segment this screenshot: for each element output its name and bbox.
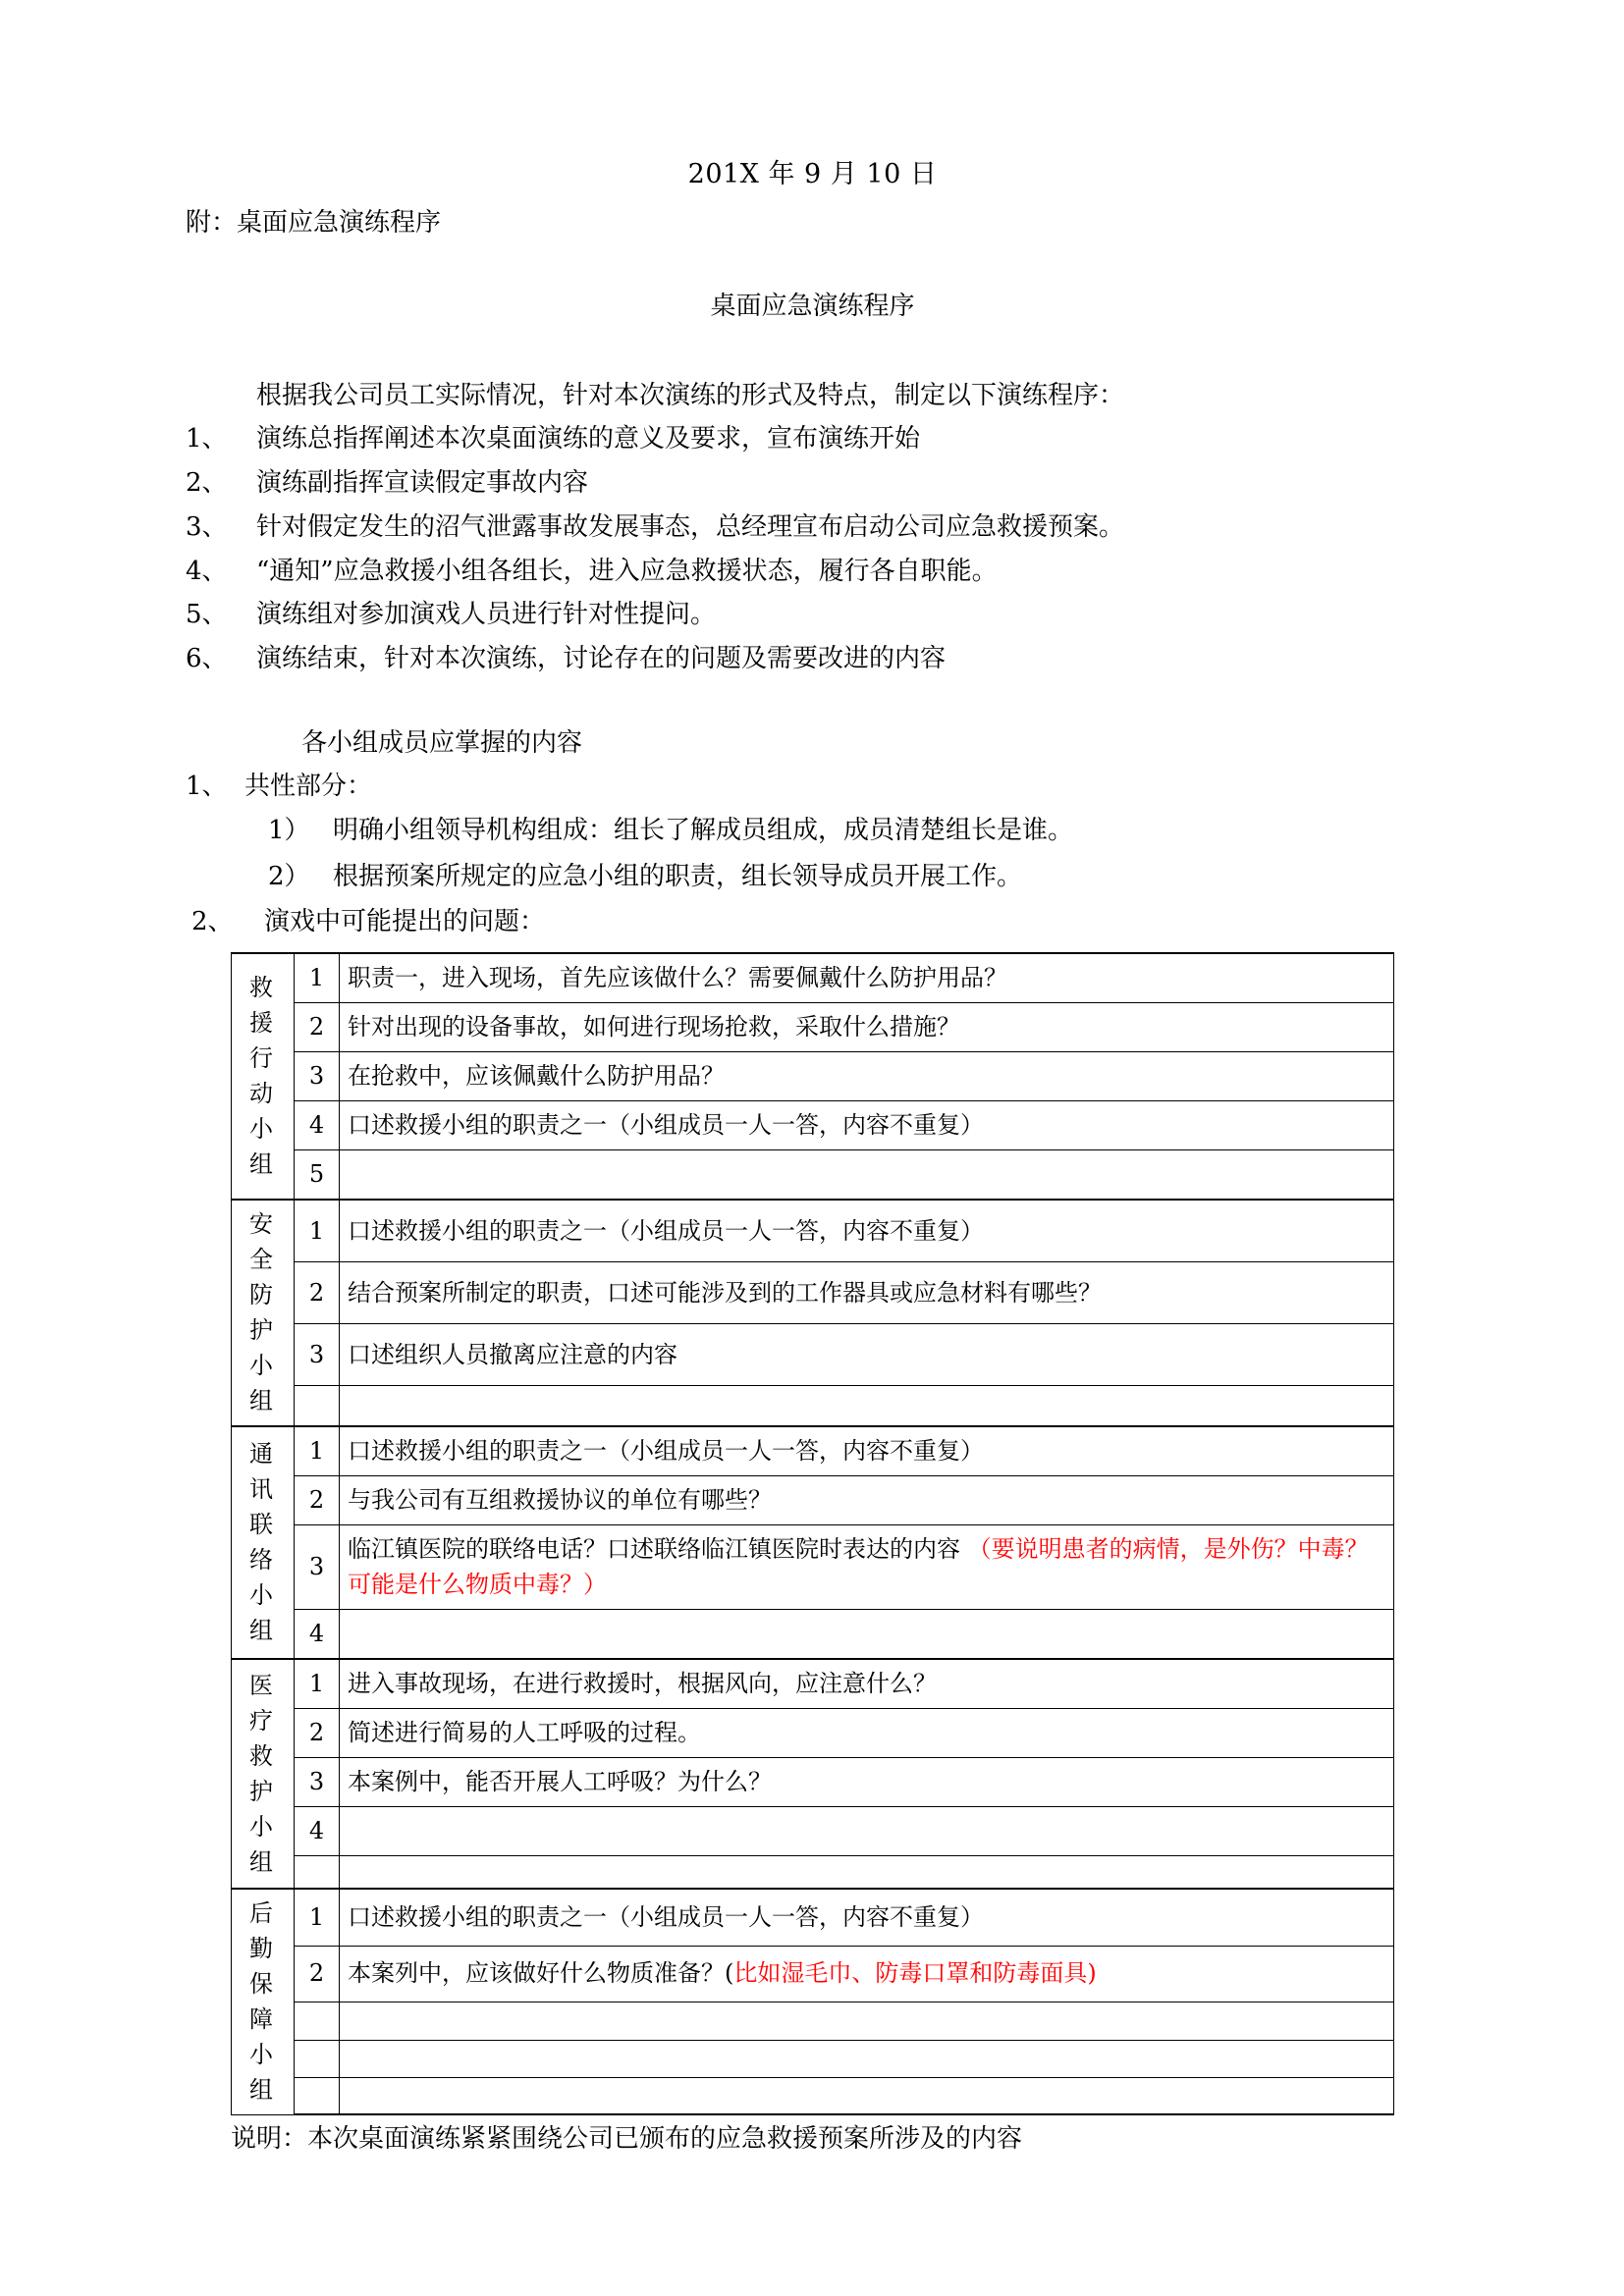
question-cell (340, 1101, 1394, 1150)
row-number-cell: 1 (295, 1659, 340, 1709)
row-number-cell (295, 2002, 340, 2040)
question-cell (340, 1889, 1394, 1946)
group-name-line: 联络 (249, 1511, 276, 1575)
question-cell (340, 1476, 1394, 1525)
row-number-cell: 5 (295, 1150, 340, 1201)
group-name-line: 小组 (249, 1581, 276, 1645)
table-row (232, 1200, 1394, 1262)
table-row (232, 1262, 1394, 1324)
list-item (186, 593, 1394, 637)
question-cell (340, 1324, 1394, 1386)
table-row (232, 1610, 1394, 1660)
sub-list-item-index: 2） (268, 861, 310, 891)
question-text: 简述进行简易的人工呼吸的过程。 (348, 1719, 701, 1747)
row-number-cell: 4 (295, 1101, 340, 1150)
row-number-cell: 2 (295, 1476, 340, 1525)
list-item (186, 637, 1394, 681)
sub-list-item-text: 根据预案所规定的应急小组的职责，组长领导成员开展工作。 (333, 861, 1023, 891)
row-number-cell: 2 (295, 1262, 340, 1324)
date-line: 201X 年 9 月 10 日 (687, 159, 938, 189)
table-row (232, 1101, 1394, 1150)
attachment-line: 附：桌面应急演练程序 (186, 208, 442, 239)
table-row (232, 1476, 1394, 1525)
question-cell (340, 2077, 1394, 2114)
group-name-line: 救援 (249, 974, 276, 1038)
question-cell (340, 1200, 1394, 1262)
list-item-text: 演练组对参加演戏人员进行针对性提问。 (256, 600, 717, 630)
table-row (232, 1889, 1394, 1946)
group-name-line: 医疗 (249, 1671, 276, 1735)
list-item (186, 417, 1394, 461)
section-item-text: 共性部分： (244, 771, 373, 801)
table-row (232, 1856, 1394, 1889)
group-name-line: 安全 (249, 1210, 276, 1274)
question-text: 口述救援小组的职责之一（小组成员一人一答，内容不重复） (348, 1902, 984, 1931)
list-item (186, 506, 1394, 550)
question-text-highlight: （要说明患者的病情，是外伤？中毒？可能是什么物质中毒？） (348, 1535, 1369, 1599)
table-row (232, 2077, 1394, 2114)
row-number-cell: 1 (295, 953, 340, 1003)
question-cell (340, 1052, 1394, 1101)
list-item-text: 演练总指挥阐述本次桌面演练的意义及要求，宣布演练开始 (256, 424, 921, 454)
group-name-line: 行动 (249, 1044, 276, 1108)
list-item-index: 4、 (186, 556, 228, 586)
question-text: 口述组织人员撤离应注意的内容 (348, 1340, 677, 1368)
group-name-cell (232, 953, 295, 1200)
question-text: 口述救援小组的职责之一（小组成员一人一答，内容不重复） (348, 1216, 984, 1245)
group-name-cell (232, 1426, 295, 1659)
question-cell (340, 2040, 1394, 2077)
table-row (232, 1386, 1394, 1427)
list-item-index: 1、 (186, 424, 228, 454)
row-number-cell: 1 (295, 1889, 340, 1946)
group-name-line: 后勤 (249, 1898, 276, 1962)
question-cell (340, 1946, 1394, 2002)
question-text: 与我公司有互组救援协议的单位有哪些？ (348, 1486, 772, 1515)
question-cell (340, 1003, 1394, 1052)
question-text: 本案列中，应该做好什么物质准备？( (348, 1959, 734, 1988)
section-item-questions (191, 899, 1394, 944)
question-cell (340, 1386, 1394, 1427)
question-text: 在抢救中，应该佩戴什么防护用品？ (348, 1062, 725, 1091)
question-cell (340, 1856, 1394, 1889)
section-item-text: 演戏中可能提出的问题： (264, 907, 546, 936)
table-row (232, 1525, 1394, 1610)
row-number-cell: 4 (295, 1610, 340, 1660)
list-item (186, 550, 1394, 594)
row-number-cell: 2 (295, 1003, 340, 1052)
list-item-index: 6、 (186, 644, 228, 674)
table-row (232, 1052, 1394, 1101)
row-number-cell (295, 2040, 340, 2077)
section-item-common (186, 765, 1394, 809)
question-text: 进入事故现场，在进行救援时，根据风向，应注意什么？ (348, 1670, 937, 1698)
row-number-cell: 4 (295, 1807, 340, 1856)
table-row (232, 1758, 1394, 1807)
group-name-line: 小组 (249, 1115, 276, 1179)
list-item-index: 5、 (186, 600, 228, 630)
table-row (232, 1426, 1394, 1476)
row-number-cell: 2 (295, 1709, 340, 1758)
section-heading: 各小组成员应掌握的内容 (301, 727, 583, 758)
row-number-cell: 3 (295, 1324, 340, 1386)
question-cell (340, 1659, 1394, 1709)
question-text-highlight: 比如湿毛巾、防毒口罩和防毒面具) (733, 1959, 1097, 1988)
table-row (232, 2002, 1394, 2040)
row-number-cell: 1 (295, 1426, 340, 1476)
question-cell (340, 1709, 1394, 1758)
group-name-line: 防护 (249, 1281, 276, 1345)
questions-table (231, 952, 1394, 2115)
row-number-cell: 3 (295, 1052, 340, 1101)
list-item-index: 3、 (186, 511, 228, 542)
question-text: 临江镇医院的联络电话？口述联络临江镇医院时表达的内容 (348, 1535, 968, 1564)
table-row (232, 2040, 1394, 2077)
question-cell (340, 1150, 1394, 1201)
row-number-cell: 2 (295, 1946, 340, 2002)
procedure-list (186, 417, 1394, 680)
document-content (186, 157, 1394, 2158)
table-row (232, 1324, 1394, 1386)
question-text: 口述救援小组的职责之一（小组成员一人一答，内容不重复） (348, 1437, 984, 1466)
sub-list-item-text: 明确小组领导机构组成：组长了解成员组成，成员清楚组长是谁。 (333, 816, 1074, 846)
list-item-text: “通知”应急救援小组各组长，进入应急救援状态，履行各自职能。 (256, 556, 998, 586)
table-row (232, 1807, 1394, 1856)
question-text: 针对出现的设备事故，如何进行现场抢救，采取什么措施？ (348, 1013, 960, 1041)
group-name-cell (232, 1889, 295, 2115)
questions-table-body (232, 953, 1394, 2114)
group-name-cell (232, 1200, 295, 1426)
section-item-index: 1、 (186, 771, 228, 801)
question-text: 口述救援小组的职责之一（小组成员一人一答，内容不重复） (348, 1111, 984, 1140)
row-number-cell (295, 1856, 340, 1889)
group-name-line: 小组 (249, 1812, 276, 1876)
document-title: 桌面应急演练程序 (710, 291, 915, 321)
question-cell (340, 1610, 1394, 1660)
row-number-cell: 1 (295, 1200, 340, 1262)
list-item-text: 演练副指挥宣读假定事故内容 (256, 468, 589, 499)
group-name-line: 保障 (249, 1969, 276, 2033)
row-number-cell (295, 2077, 340, 2114)
table-row (232, 1003, 1394, 1052)
list-item-text: 针对假定发生的沼气泄露事故发展事态，总经理宣布启动公司应急救援预案。 (256, 511, 1125, 542)
group-name-line: 小组 (249, 2040, 276, 2104)
table-row (232, 1659, 1394, 1709)
list-item-text: 演练结束，针对本次演练，讨论存在的问题及需要改进的内容 (256, 644, 947, 674)
question-text: 结合预案所制定的职责，口述可能涉及到的工作器具或应急材料有哪些？ (348, 1278, 1102, 1307)
table-row (232, 1709, 1394, 1758)
question-cell (340, 1262, 1394, 1324)
group-name-line: 小组 (249, 1352, 276, 1415)
row-number-cell: 3 (295, 1758, 340, 1807)
question-cell (340, 2002, 1394, 2040)
intro-paragraph: 根据我公司员工实际情况，针对本次演练的形式及特点，制定以下演练程序： (256, 380, 1125, 410)
list-item-index: 2、 (186, 468, 228, 499)
table-row (232, 953, 1394, 1003)
table-row (232, 1150, 1394, 1201)
question-cell (340, 1426, 1394, 1476)
question-text: 职责一，进入现场，首先应该做什么？需要佩戴什么防护用品？ (348, 964, 1007, 992)
section-item-index: 2、 (191, 907, 234, 936)
question-text: 本案例中，能否开展人工呼吸？为什么？ (348, 1768, 772, 1796)
row-number-cell: 3 (295, 1525, 340, 1610)
list-item (186, 461, 1394, 506)
table-row (232, 1946, 1394, 2002)
question-cell (340, 1807, 1394, 1856)
question-cell (340, 1758, 1394, 1807)
group-name-cell (232, 1659, 295, 1889)
sub-list-item (231, 854, 1394, 899)
sub-list-item (231, 808, 1394, 853)
group-name-line: 救护 (249, 1741, 276, 1805)
row-number-cell (295, 1386, 340, 1427)
group-name-line: 通讯 (249, 1440, 276, 1504)
question-cell (340, 1525, 1394, 1610)
footer-note: 说明：本次桌面演练紧紧围绕公司已颁布的应急救援预案所涉及的内容 (231, 2124, 1023, 2155)
question-cell (340, 953, 1394, 1003)
sub-list-item-index: 1） (268, 816, 310, 846)
